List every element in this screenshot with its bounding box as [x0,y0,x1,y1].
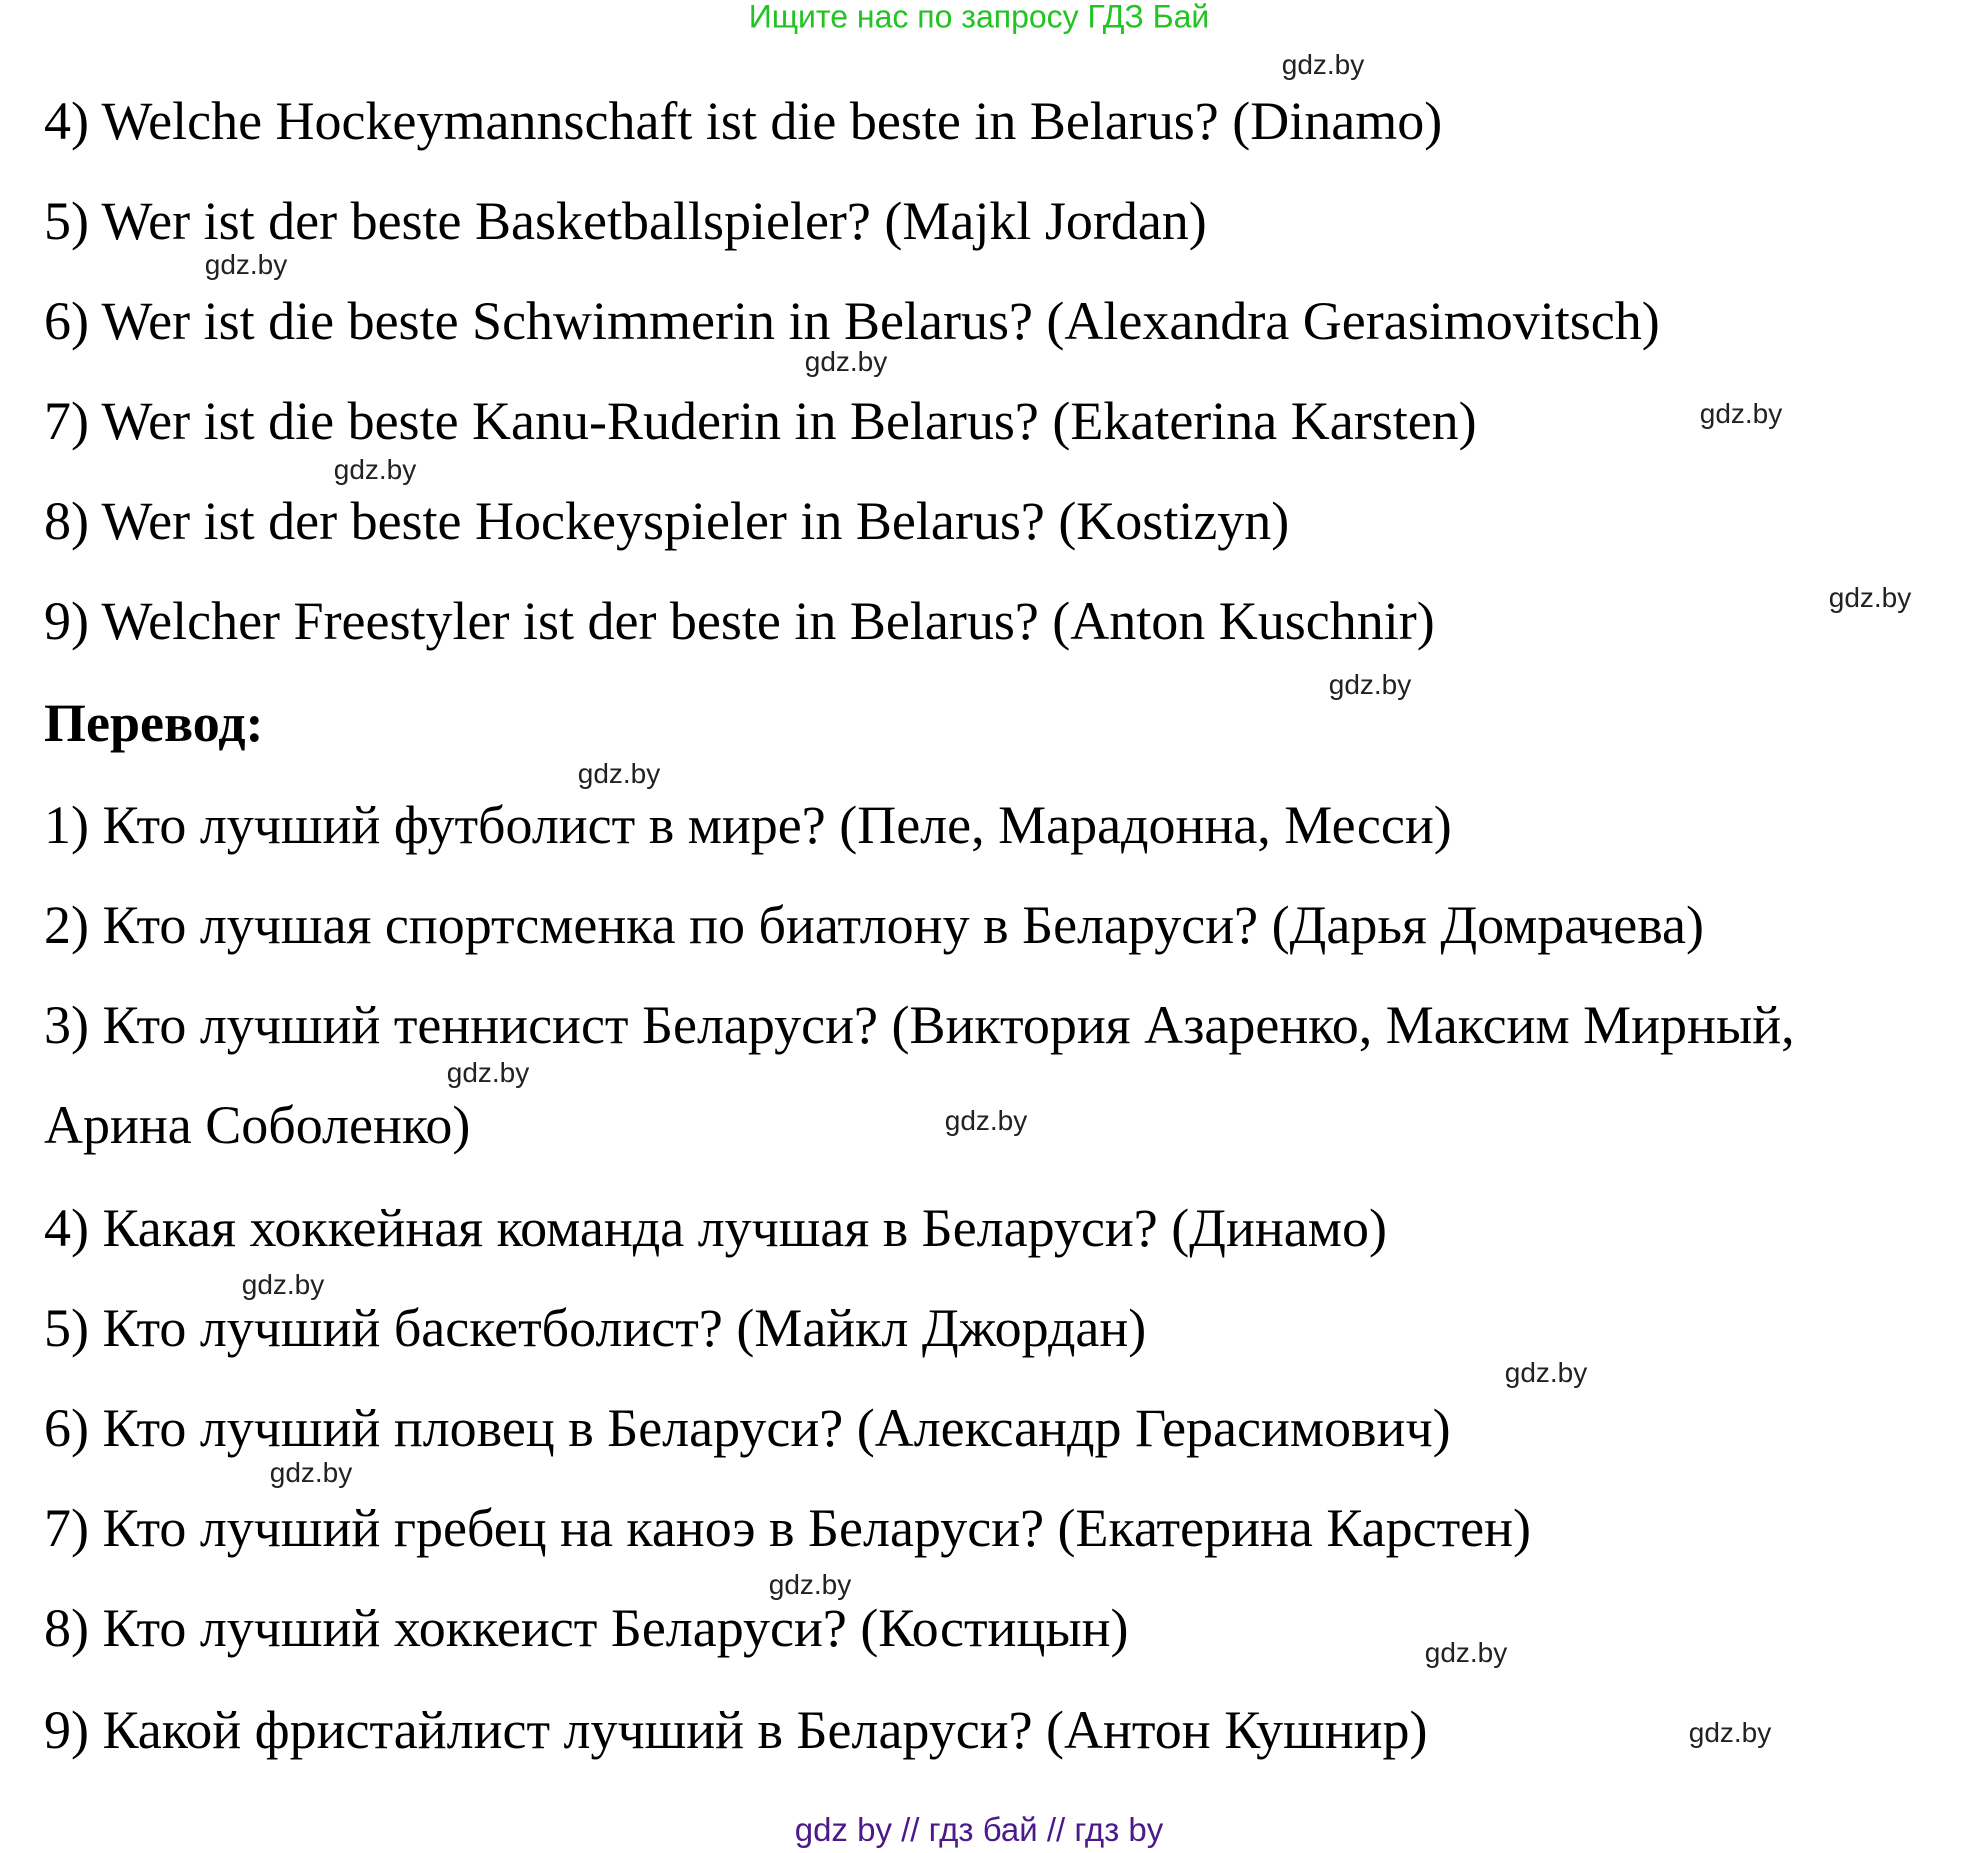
watermark: gdz.by [333,454,417,485]
russian-line: 2) Кто лучшая спортсменка по биатлону в Беларуси? (Дарья Домрачева) [44,895,1704,955]
watermark: gdz.by [446,1057,530,1088]
watermark: gdz.by [1281,49,1365,80]
russian-line: 3) Кто лучший теннисист Беларуси? (Виктория Азаренко, Максим Мирный, [44,995,1795,1055]
russian-line: 1) Кто лучший футболист в мире? (Пеле, Марадонна, Месси) [44,795,1452,855]
watermark: gdz.by [1699,398,1783,429]
russian-line: 4) Какая хоккейная команда лучшая в Беларуси? (Динамо) [44,1198,1387,1258]
russian-line: 7) Кто лучший гребец на каноэ в Беларуси? (Екатерина Карстен) [44,1498,1532,1558]
german-line: 9) Welcher Freestyler ist der beste in Belarus? (Anton Kuschnir) [44,591,1435,651]
watermark: gdz.by [1328,669,1412,700]
german-line: 8) Wer ist der beste Hockeyspieler in Belarus? (Kostizyn) [44,491,1290,551]
header-search-hint: Ищите нас по запросу ГДЗ Бай [748,0,1210,35]
watermark: gdz.by [204,249,288,280]
watermark: gdz.by [944,1105,1028,1136]
watermark: gdz.by [1688,1717,1772,1748]
russian-line: 6) Кто лучший пловец в Беларуси? (Александр Герасимович) [44,1398,1451,1458]
watermark: gdz.by [768,1569,852,1600]
german-line: 7) Wer ist die beste Kanu-Ruderin in Belarus? (Ekaterina Karsten) [44,391,1477,451]
german-line: 6) Wer ist die beste Schwimmerin in Belarus? (Alexandra Gerasimovitsch) [44,291,1660,351]
watermark: gdz.by [1828,582,1912,613]
watermark: gdz.by [1504,1357,1588,1388]
german-line: 4) Welche Hockeymannschaft ist die beste in Belarus? (Dinamo) [44,91,1443,151]
watermark: gdz.by [1424,1637,1508,1668]
watermark: gdz.by [804,346,888,377]
watermark: gdz.by [577,758,661,789]
russian-line: 9) Какой фристайлист лучший в Беларуси? (Антон Кушнир) [44,1700,1428,1760]
german-line: 5) Wer ist der beste Basketballspieler? (Majkl Jordan) [44,191,1207,251]
russian-line: Арина Соболенко) [44,1095,471,1155]
russian-line: 8) Кто лучший хоккеист Беларуси? (Костицын) [44,1598,1129,1658]
watermark: gdz.by [269,1457,353,1488]
footer-links: gdz by // гдз бай // гдз by [794,1811,1164,1848]
watermark: gdz.by [241,1269,325,1300]
translation-heading: Перевод: [44,693,264,753]
russian-line: 5) Кто лучший баскетболист? (Майкл Джордан) [44,1298,1147,1358]
